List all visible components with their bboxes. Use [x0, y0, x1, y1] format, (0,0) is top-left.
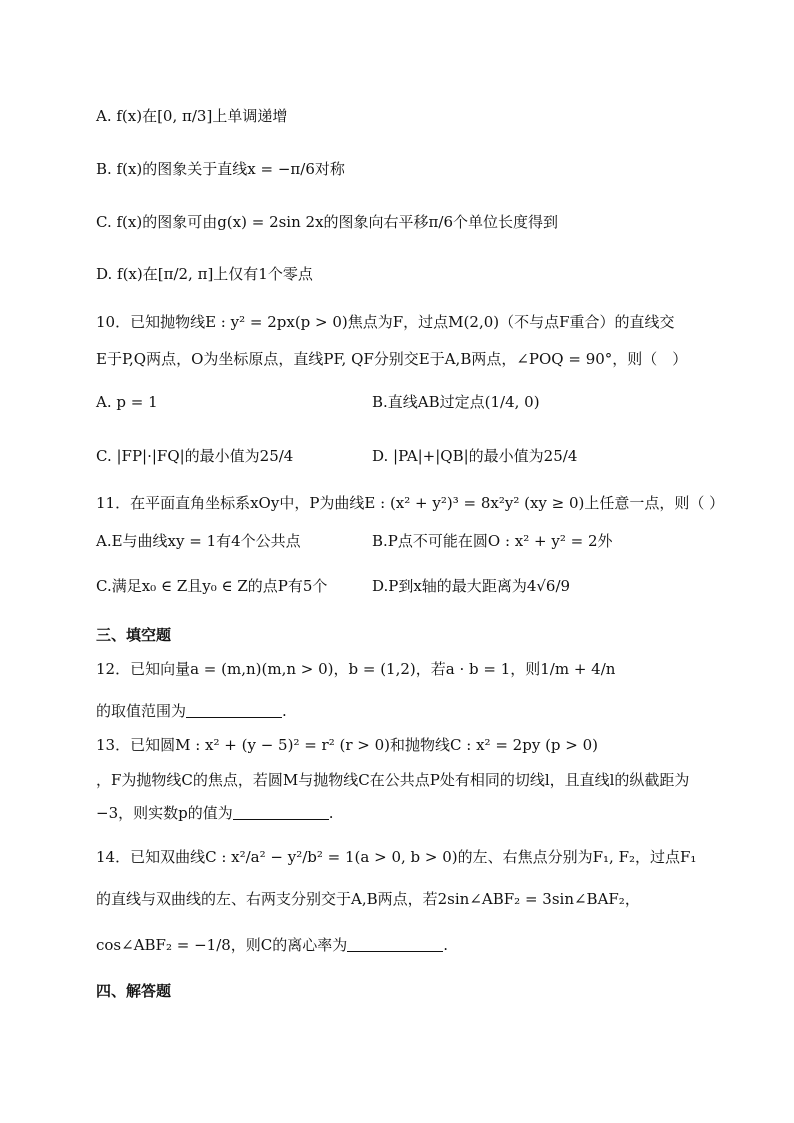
q13-line1: 13．已知圆M : x² + (y − 5)² = r² (r > 0)和抛物线C : x² = 2py (p > 0)	[96, 736, 599, 754]
q9-option-a: A. f(x)在[0, π/3]上单调递增	[96, 107, 288, 125]
section-heading-solutions: 四、解答题	[96, 982, 172, 1000]
q11-option-c: C.满足x₀ ∈ Z且y₀ ∈ Z的点P有5个	[96, 577, 328, 595]
q10-stem-line2: E于P,Q两点，O为坐标原点，直线PF, QF分别交E于A,B两点，∠POQ = 90°，则（ ）	[96, 350, 688, 368]
q11-option-a: A.E与曲线xy = 1有4个公共点	[96, 532, 301, 550]
q14-line2: 的直线与双曲线的左、右两支分别交于A,B两点，若2sin∠ABF₂ = 3sin∠BAF₂，	[96, 890, 640, 908]
q10-option-a: A. p = 1	[96, 393, 158, 411]
q13-suffix: .	[328, 804, 334, 822]
q13-line3	[96, 802, 334, 824]
section-heading-fill-in: 三、填空题	[96, 626, 172, 644]
q12-line2	[96, 700, 287, 722]
q12-prefix: 的取值范围为	[96, 702, 187, 720]
q14-suffix: .	[443, 936, 449, 954]
q10-stem-line1: 10．已知抛物线E : y² = 2px(p > 0)焦点为F，过点M(2,0)（不与点F重合）的直线交	[96, 313, 675, 331]
q13-line2: ，F为抛物线C的焦点，若圆M与抛物线C在公共点P处有相同的切线l，且直线l的纵截距为	[96, 771, 690, 789]
q9-option-c: C. f(x)的图象可由g(x) = 2sin 2x的图象向右平移π/6个单位长度得到	[96, 213, 558, 231]
q14-line1: 14．已知双曲线C : x²/a² − y²/b² = 1(a > 0, b > 0)的左、右焦点分别为F₁, F₂，过点F₁	[96, 848, 697, 866]
q13-prefix: −3，则实数p的值为	[96, 804, 233, 822]
q14-prefix: cos∠ABF₂ = −1/8，则C的离心率为	[96, 936, 348, 954]
q13-answer-blank[interactable]	[233, 803, 329, 820]
q10-option-d: D. |PA|+|QB|的最小值为25/4	[372, 447, 578, 465]
q11-option-d: D.P到x轴的最大距离为4√6/9	[372, 577, 571, 595]
q14-line3	[96, 934, 448, 956]
q11-stem: 11．在平面直角坐标系xOy中，P为曲线E : (x² + y²)³ = 8x²y² (xy ≥ 0)上任意一点，则（ ）	[96, 494, 725, 512]
q9-option-b: B. f(x)的图象关于直线x = −π/6对称	[96, 160, 345, 178]
q12-line1: 12．已知向量a = (m,n)(m,n > 0)，b = (1,2)，若a · b = 1，则1/m + 4/n	[96, 660, 616, 678]
q10-option-c: C. |FP|·|FQ|的最小值为25/4	[96, 447, 294, 465]
q12-suffix: .	[282, 702, 287, 720]
q12-answer-blank[interactable]	[186, 701, 282, 718]
q14-answer-blank[interactable]	[347, 935, 443, 952]
q9-option-d: D. f(x)在[π/2, π]上仅有1个零点	[96, 265, 313, 283]
q11-option-b: B.P点不可能在圆O : x² + y² = 2外	[372, 532, 613, 550]
q10-option-b: B.直线AB过定点(1/4, 0)	[372, 393, 540, 411]
